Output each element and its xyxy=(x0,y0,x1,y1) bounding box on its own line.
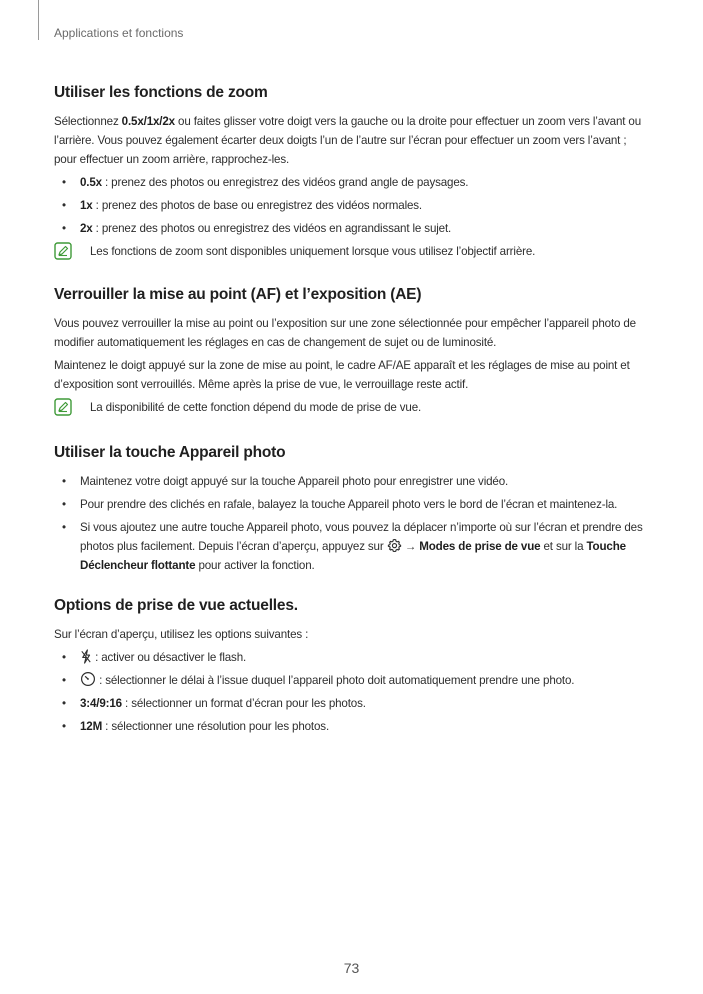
section-title-camera-button: Utiliser la touche Appareil photo xyxy=(54,444,286,461)
note-zoom xyxy=(54,242,650,262)
list-item: • 0.5x : prenez des photos ou enregistrez des vidéos grand angle de paysages. xyxy=(54,173,650,192)
bullet: • xyxy=(62,697,66,710)
options-intro: Sur l’écran d’aperçu, utilisez les options suivantes : xyxy=(54,628,309,641)
bullet: • xyxy=(62,521,66,534)
list-item: • : sélectionner le délai à l’issue duquel l’appareil photo doit automatiquement prendre une photo. xyxy=(54,671,650,690)
header-rule xyxy=(38,0,39,40)
note-af-ae xyxy=(54,398,650,418)
af-ae-paragraph-1: Vous pouvez verrouiller la mise au point ou l’exposition sur une zone sélectionnée pour empêcher l’appareil photo de modifier automatiquement les réglages en cas de changement de sujet ou de luminosité. xyxy=(54,317,636,349)
section-zoom xyxy=(54,84,650,262)
list-item: • Si vous ajoutez une autre touche Appareil photo, vous pouvez la déplacer n’importe où sur l’écran et prendre des photos plus facilement. Depuis l’écran d’aperçu, appuyez sur → Modes de prise de vue et sur la Touche Déclencheur flottante pour activer la fonction. xyxy=(54,518,650,575)
bullet: • xyxy=(62,222,66,235)
options-list xyxy=(54,648,650,736)
section-title-af-ae: Verrouiller la mise au point (AF) et l’exposition (AE) xyxy=(54,286,422,303)
bullet: • xyxy=(62,720,66,733)
page-content xyxy=(54,84,650,740)
note-pencil-icon xyxy=(54,242,72,260)
bullet: • xyxy=(62,475,66,488)
note-pencil-icon xyxy=(54,398,72,416)
settings-gear-icon xyxy=(387,538,402,553)
list-item: • 1x : prenez des photos de base ou enregistrez des vidéos normales. xyxy=(54,196,650,215)
flash-icon xyxy=(80,649,92,664)
af-ae-paragraph-2: Maintenez le doigt appuyé sur la zone de mise au point, le cadre AF/AE apparaît et les réglages de mise au point et d’exposition sont verrouillés. Même après la prise de vue, le verrouillage reste actif. xyxy=(54,359,630,391)
list-item: • : activer ou désactiver le flash. xyxy=(54,648,650,667)
bullet: • xyxy=(62,651,66,664)
section-title-zoom: Utiliser les fonctions de zoom xyxy=(54,84,268,101)
bullet: • xyxy=(62,498,66,511)
list-item: • Maintenez votre doigt appuyé sur la touche Appareil photo pour enregistrer une vidéo. xyxy=(54,472,650,491)
section-title-options: Options de prise de vue actuelles. xyxy=(54,597,298,614)
list-item: • 12M : sélectionner une résolution pour les photos. xyxy=(54,717,650,736)
list-item: • Pour prendre des clichés en rafale, balayez la touche Appareil photo vers le bord de l’écran et maintenez-la. xyxy=(54,495,650,514)
bullet: • xyxy=(62,674,66,687)
timer-icon xyxy=(80,671,96,687)
section-af-ae xyxy=(54,286,650,418)
zoom-intro: Sélectionnez 0.5x/1x/2x ou faites glisser votre doigt vers la gauche ou la droite pour effectuer un zoom vers l’avant ou l’arrière. Vous pouvez également écarter deux doigts l’un de l’autre sur l’écran pour effectuer un zoom vers l’avant ; pour effectuer un zoom arrière, rapprochez-les. xyxy=(54,115,641,166)
list-item: • 2x : prenez des photos ou enregistrez des vidéos en agrandissant le sujet. xyxy=(54,219,650,238)
running-header: Applications et fonctions xyxy=(54,26,184,40)
bullet: • xyxy=(62,176,66,189)
note-text: La disponibilité de cette fonction dépend du mode de prise de vue. xyxy=(90,401,422,414)
bullet: • xyxy=(62,199,66,212)
section-camera-button xyxy=(54,444,650,575)
section-options xyxy=(54,597,650,736)
note-text: Les fonctions de zoom sont disponibles uniquement lorsque vous utilisez l’objectif arrière. xyxy=(90,245,536,258)
camera-button-list xyxy=(54,472,650,575)
list-item: • 3:4/9:16 : sélectionner un format d’écran pour les photos. xyxy=(54,694,650,713)
zoom-bullet-list xyxy=(54,173,650,238)
page-number: 73 xyxy=(343,960,360,976)
